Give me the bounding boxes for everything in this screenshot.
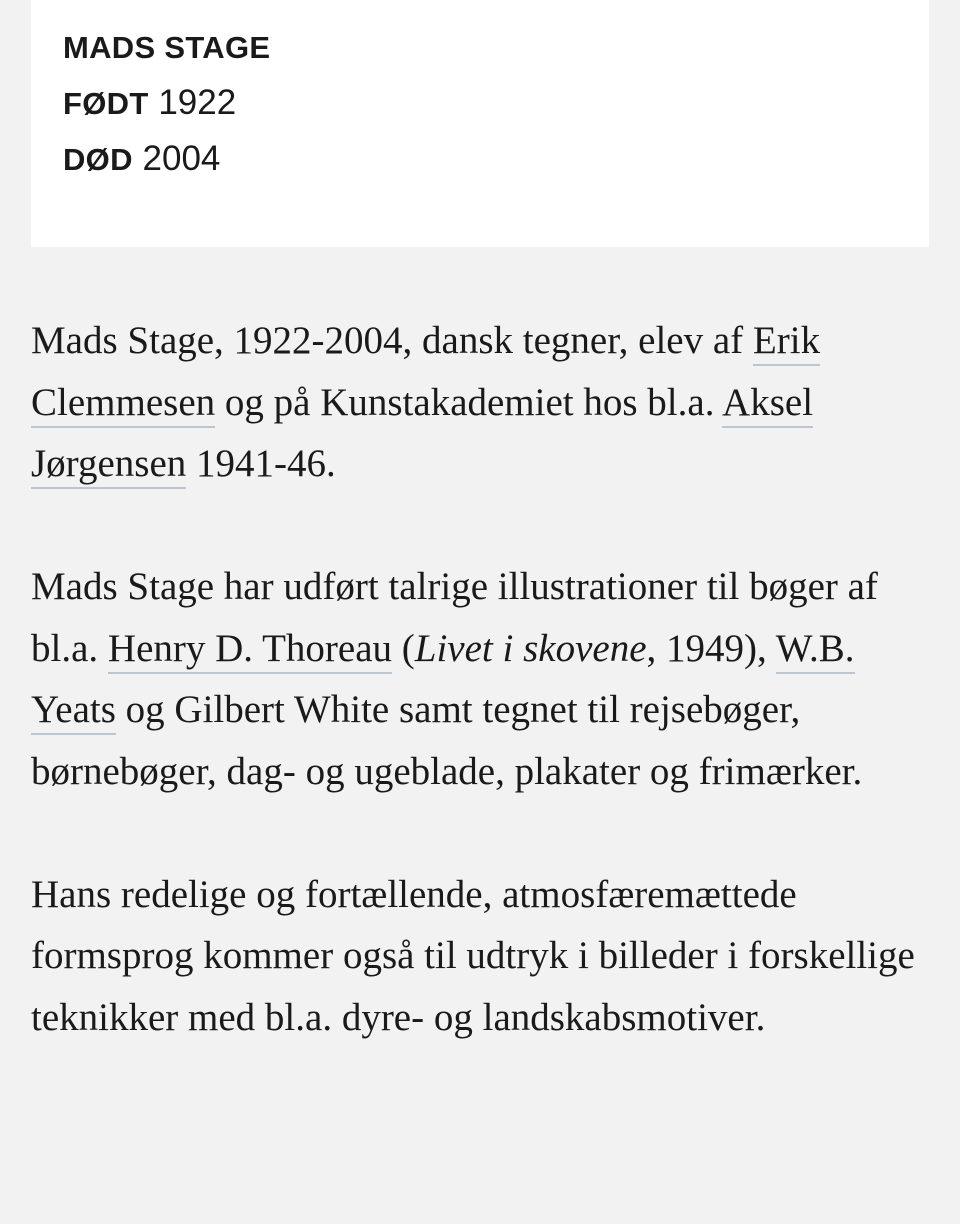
paragraph-1-text-1: Mads Stage, 1922-2004, dansk tegner, elev af (31, 319, 753, 362)
paragraph-2-text-2: ( (392, 626, 415, 670)
paragraph-2-text-1: Mads Stage har udført talrige illustrationer til bøger af bl.a. (31, 565, 878, 670)
died-label: DØD (63, 142, 133, 177)
paragraph-2-text-3: , 1949), (646, 626, 776, 670)
person-name: MADS STAGE (63, 30, 271, 65)
paragraph-2 (31, 556, 936, 802)
died-value: 2004 (142, 139, 221, 178)
article-body (31, 310, 936, 1048)
fact-born-row (63, 80, 897, 136)
book-title-livet-i-skovene: Livet i skovene (414, 626, 647, 670)
paragraph-1 (31, 310, 936, 495)
paragraph-1-text-3: 1941-46. (186, 442, 336, 485)
fact-name-row (63, 24, 897, 80)
link-henry-d-thoreau[interactable]: Henry D. Thoreau (108, 627, 392, 674)
born-value: 1922 (158, 83, 237, 122)
link-aksel-jorgensen[interactable]: Aksel Jørgensen (31, 381, 813, 490)
paragraph-3: Hans redelige og fortællende, atmosfæremættede formsprog kommer også til udtryk i billeder i forskellige teknikker med bl.a. dyre- og landskabsmotiver. (31, 872, 915, 1039)
link-erik-clemmesen[interactable]: Erik Clemmesen (31, 319, 820, 428)
link-wb-yeats[interactable]: W.B. Yeats (31, 627, 855, 736)
paragraph-1-text-2: og på Kunstakademiet hos bl.a. (215, 380, 723, 424)
born-label: FØDT (63, 86, 149, 121)
fact-box (31, 0, 929, 247)
fact-died-row (63, 136, 897, 192)
paragraph-2-text-4: og Gilbert White samt tegnet til rejsebøger, børnebøger, dag- og ugeblade, plakater og frimærker. (31, 688, 863, 793)
